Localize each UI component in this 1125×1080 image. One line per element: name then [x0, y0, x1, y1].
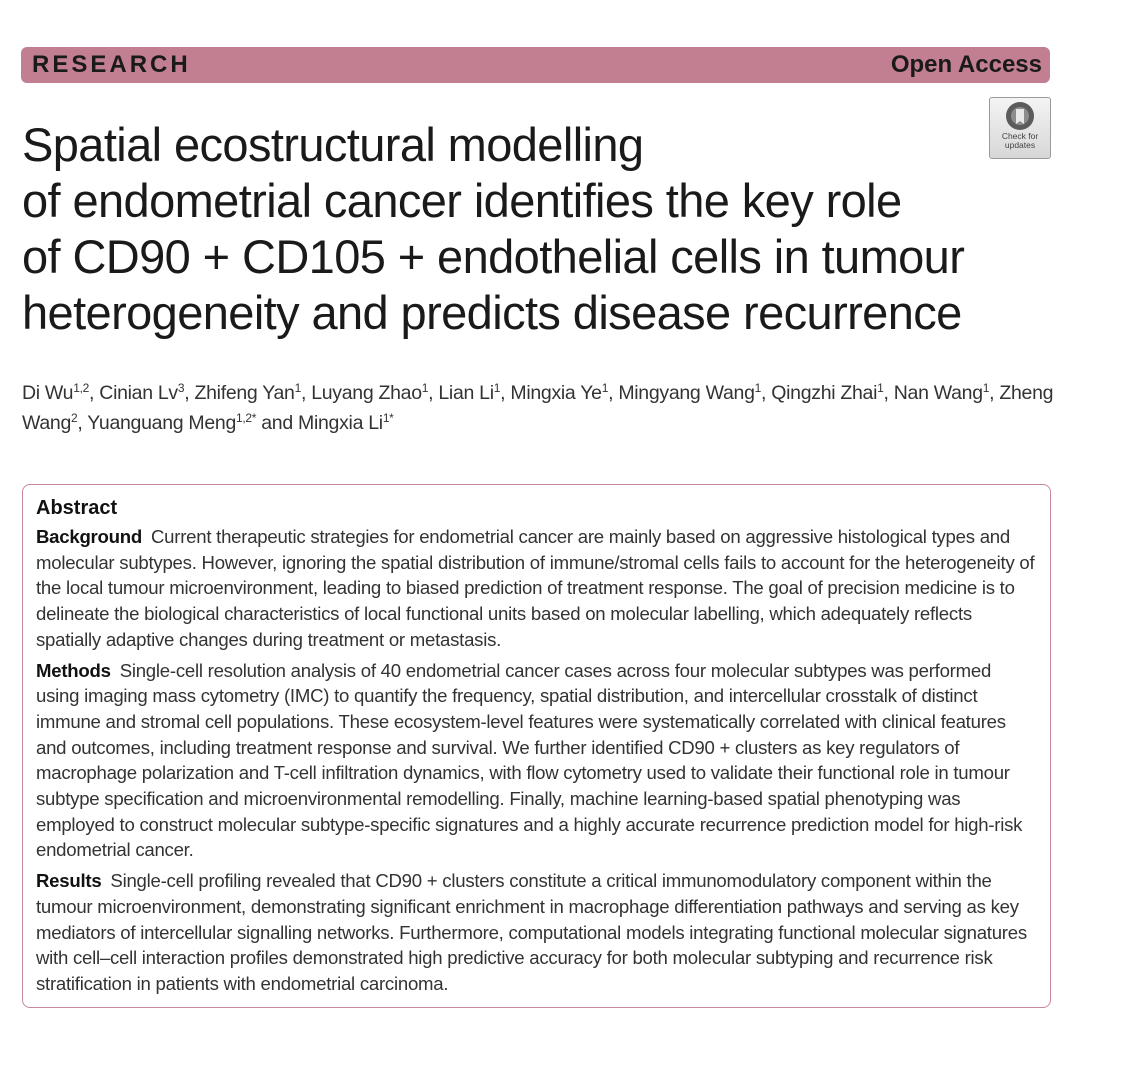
- title-line: of CD90 + CD105 + endothelial cells in tumour: [22, 230, 965, 283]
- author-affiliation: 1: [877, 381, 884, 395]
- section-label: Results: [36, 870, 102, 892]
- author-separator: ,: [761, 382, 772, 404]
- abstract-methods: [36, 658, 1037, 864]
- author-affiliation: 1,2*: [235, 411, 257, 425]
- author-affiliation: 1: [982, 381, 990, 395]
- abstract-heading: Abstract: [36, 497, 118, 519]
- author-affiliation: 3: [177, 381, 185, 395]
- section-text: Single-cell profiling revealed that CD90 + clusters constitute a critical immunomodulatory component within the tumour microenvironment, demonstrating significant enrichment in macrophage differentiation pathways and serving as key mediators of intercellular signalling networks. Furthermore, computational models integrating functional molecular signatures with cell–cell interaction profiles demonstrated high predictive accuracy for both molecular subtyping and recurrence risk stratification in patients with endometrial carcinoma.: [36, 870, 1027, 994]
- author-separator: ,: [300, 382, 312, 404]
- author-separator: ,: [184, 382, 195, 404]
- author-name[interactable]: Zheng Wang: [22, 382, 1054, 434]
- section-text: Single-cell resolution analysis of 40 endometrial cancer cases across four molecular subtypes was performed using imaging mass cytometry (IMC) to quantify the frequency, spatial distribution, and intercellular crosstalk of distinct immune and stromal cell populations. These ecosystem-level features were systematically correlated with clinical features and outcomes, including treatment response and survival. We further identified CD90 + clusters as key regulators of macrophage polarization and T-cell infiltration dynamics, with flow cytometry used to validate their functional role in tumour subtype specification and microenvironmental remodelling. Finally, machine learning-based spatial phenotyping was employed to construct molecular subtype-specific signatures and a highly accurate recurrence prediction model for high-risk endometrial cancer.: [36, 659, 1023, 861]
- author-separator: ,: [883, 382, 894, 404]
- author-name[interactable]: Mingyang Wang: [618, 382, 755, 404]
- author-separator: ,: [989, 382, 1000, 404]
- author-affiliation: 1: [493, 381, 501, 395]
- author-separator: ,: [77, 412, 88, 434]
- author-name[interactable]: Nan Wang: [893, 382, 983, 404]
- author-name[interactable]: Zhifeng Yan: [194, 382, 295, 404]
- section-text: Current therapeutic strategies for endometrial cancer are mainly based on aggressive histological types and molecular subtypes. However, ignoring the spatial distribution of immune/stromal cells fails to account for the heterogeneity of the local tumour microenvironment, leading to biased prediction of treatment response. The goal of precision medicine is to delineate the biological characteristics of local functional units based on molecular labelling, which adequately reflects spatially adaptive changes during treatment or metastasis.: [36, 526, 1035, 650]
- abstract-background: [36, 524, 1037, 653]
- author-affiliation: 1,2: [73, 381, 90, 395]
- article-title: [22, 117, 982, 341]
- check-for-updates-label: [1002, 132, 1038, 150]
- article-type-banner: [21, 47, 1050, 83]
- author-affiliation: 1: [754, 381, 761, 395]
- author-name[interactable]: Qingzhi Zhai: [771, 382, 878, 404]
- author-name[interactable]: Di Wu: [22, 382, 74, 404]
- author-affiliation: 1*: [382, 411, 394, 425]
- author-affiliation: 1: [601, 381, 609, 395]
- title-line: heterogeneity and predicts disease recurrence: [22, 286, 962, 339]
- check-line-2: updates: [1004, 140, 1036, 150]
- author-affiliation: 1: [294, 381, 301, 395]
- author-affiliation: 2: [71, 411, 78, 425]
- crossmark-icon: [1005, 101, 1035, 131]
- title-line: of endometrial cancer identifies the key role: [22, 174, 902, 227]
- author-name[interactable]: Luyang Zhao: [311, 382, 422, 404]
- author-name[interactable]: Cinian Lv: [99, 382, 178, 404]
- section-label: Background: [36, 526, 142, 547]
- author-name[interactable]: Lian Li: [438, 382, 494, 404]
- author-name[interactable]: Mingxia Li: [298, 412, 383, 434]
- author-separator: ,: [608, 382, 619, 404]
- author-separator: and: [256, 412, 299, 434]
- section-label: Methods: [36, 659, 111, 681]
- open-access-label: Open Access: [890, 51, 1042, 78]
- author-affiliation: 1: [421, 381, 429, 395]
- author-list: [22, 378, 1062, 438]
- author-separator: ,: [428, 382, 439, 404]
- article-type-label: RESEARCH: [32, 51, 191, 78]
- check-line-1: Check for: [1001, 131, 1039, 141]
- abstract-results: [36, 868, 1037, 997]
- author-name[interactable]: Yuanguang Meng: [87, 412, 236, 434]
- author-separator: ,: [500, 382, 511, 404]
- title-line: Spatial ecostructural modelling: [22, 118, 644, 171]
- author-name[interactable]: Mingxia Ye: [510, 382, 602, 404]
- author-separator: ,: [89, 382, 100, 404]
- check-for-updates-button[interactable]: [989, 97, 1051, 159]
- abstract-box: [22, 484, 1051, 1008]
